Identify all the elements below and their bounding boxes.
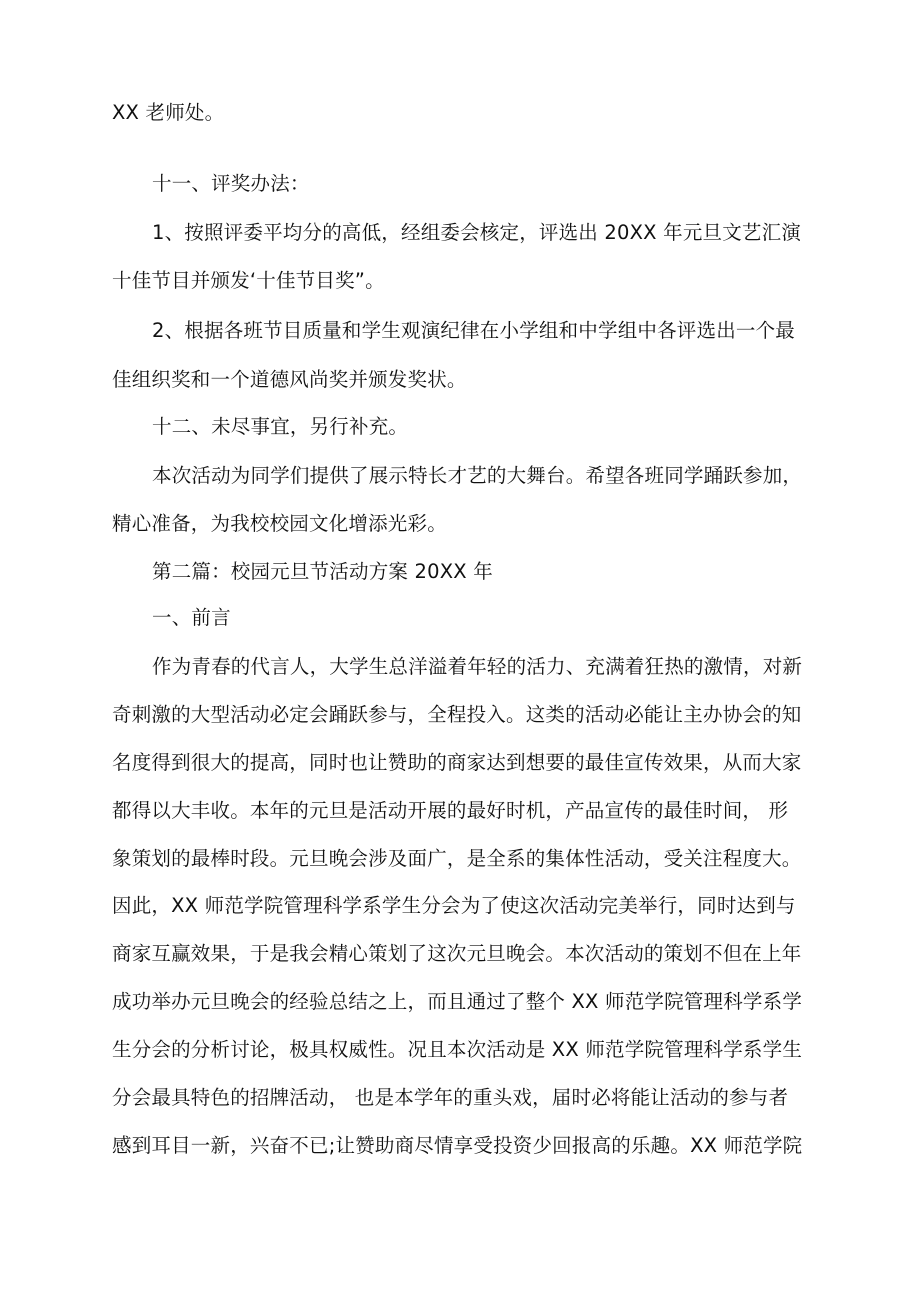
- text-line: 都得以大丰收。本年的元旦是活动开展的最好时机，产品宣传的最佳时间， 形: [112, 799, 789, 822]
- text-line: 成功举办元旦晚会的经验总结之上，而且通过了整个 XX 师范学院管理科学系学: [112, 990, 803, 1013]
- text-line: 感到耳目一新，兴奋不已;让赞助商尽情享受投资少回报高的乐趣。XX 师范学院: [112, 1134, 803, 1157]
- text-line: 十佳节目并颁发‘十佳节目奖”。: [112, 269, 385, 292]
- text-line: 奇刺激的大型活动必定会踊跃参与，全程投入。这类的活动必能让主办协会的知: [112, 703, 802, 726]
- text-line: 本次活动为同学们提供了展示特长才艺的大舞台。希望各班同学踊跃参加，: [152, 464, 803, 487]
- text-line: 象策划的最棒时段。元旦晚会涉及面广，是全系的集体性活动，受关注程度大。: [112, 847, 802, 870]
- text-line: 2、根据各班节目质量和学生观演纪律在小学组和中学组中各评选出一个最: [152, 319, 796, 342]
- text-line: 精心准备，为我校校园文化增添光彩。: [112, 512, 447, 535]
- text-line: 分会最具特色的招牌活动， 也是本学年的重头戏，届时必将能让活动的参与者: [112, 1086, 789, 1109]
- text-line: 佳组织奖和一个道德风尚奖并颁发奖状。: [112, 368, 467, 391]
- text-line: 作为青春的代言人，大学生总洋溢着年轻的活力、充满着狂热的激情，对新: [152, 655, 803, 678]
- section-heading: 十一、评奖办法：: [152, 172, 310, 195]
- text-line: XX 老师处。: [112, 101, 225, 124]
- section-heading: 一、前言: [152, 606, 231, 629]
- text-line: 因此，XX 师范学院管理科学系学生分会为了使这次活动完美举行，同时达到与: [112, 894, 796, 917]
- text-line: 生分会的分析讨论，极具权威性。况且本次活动是 XX 师范学院管理科学系学生: [112, 1038, 803, 1061]
- section-heading: 十二、未尽事宜，另行补充。: [152, 415, 409, 438]
- text-line: 商家互赢效果，于是我会精心策划了这次元旦晚会。本次活动的策划不但在上年: [112, 942, 802, 965]
- text-line: 1、按照评委平均分的高低，经组委会核定，评选出 20XX 年元旦文艺汇演: [152, 221, 802, 244]
- chapter-title: 第二篇：校园元旦节活动方案 20XX 年: [152, 560, 493, 583]
- text-line: 名度得到很大的提高，同时也让赞助的商家达到想要的最佳宣传效果，从而大家: [112, 751, 802, 774]
